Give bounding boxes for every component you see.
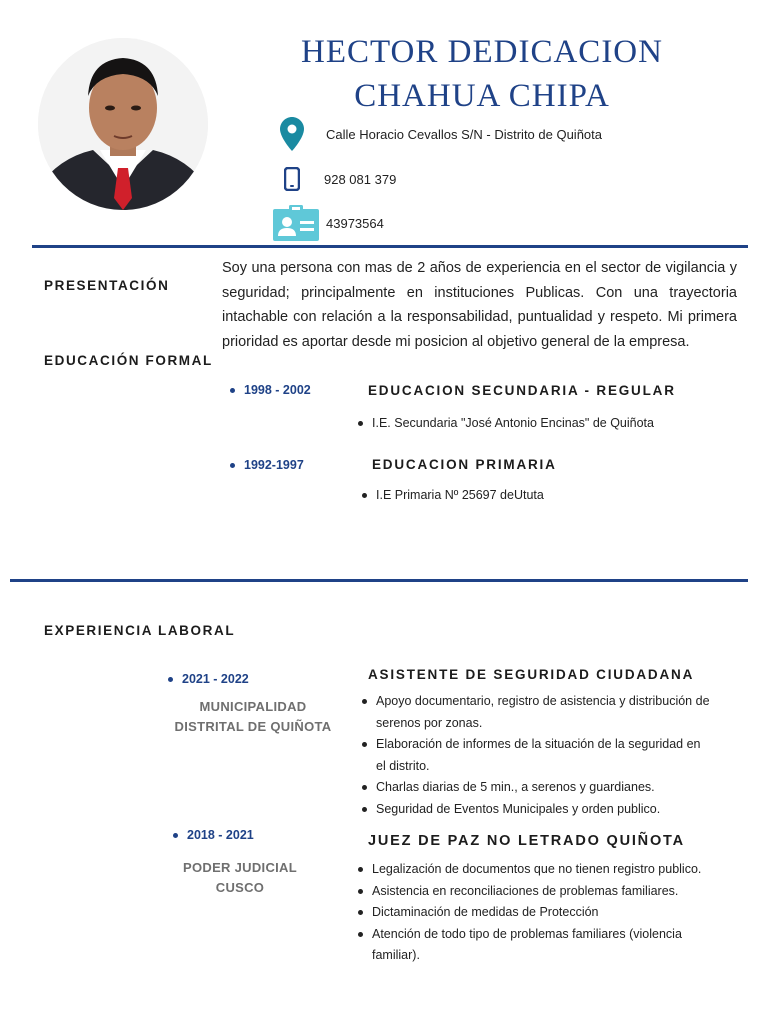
job-title-2: JUEZ DE PAZ NO LETRADO QUIÑOTA <box>368 833 685 849</box>
education-year-primary-text: 1992-1997 <box>244 458 304 472</box>
employer-2 <box>145 858 335 897</box>
list-item: Legalización de documentos que no tienen registro publico. <box>356 859 712 881</box>
education-year-secondary-text: 1998 - 2002 <box>244 383 311 397</box>
contact-id-number: 43973564 <box>326 215 384 231</box>
contact-phone-row <box>274 164 396 194</box>
list-item: Seguridad de Eventos Municipales y orden publico. <box>360 799 710 821</box>
header-divider <box>32 245 748 248</box>
contact-address-row <box>274 116 602 152</box>
mobile-phone-icon <box>274 164 310 194</box>
list-item: Atención de todo tipo de problemas familiares (violencia familiar). <box>356 924 712 967</box>
employer-1 <box>158 697 348 736</box>
bullet-dot <box>173 833 178 838</box>
presentation-text: Soy una persona con mas de 2 años de experiencia en el sector de vigilancia y seguridad; principalmente en instituciones Publicas. Con una trayectoria intachable con relación a la responsabilidad, puntualidad y respeto. Mi primera prioridad es aportar desde mi posicion al objetivo general de la empresa. <box>222 260 737 350</box>
employer-2-line1: PODER JUDICIAL <box>183 860 297 875</box>
job-duties-2 <box>356 859 712 967</box>
candidate-name <box>262 30 702 118</box>
list-item: I.E. Secundaria "José Antonio Encinas" de Quiñota <box>356 413 654 435</box>
bullet-dot <box>168 677 173 682</box>
list-item: I.E Primaria Nº 25697 deUtuta <box>360 485 544 507</box>
job-duties-1 <box>360 691 710 820</box>
experience-year-2 <box>173 828 254 842</box>
contact-phone: 928 081 379 <box>324 171 397 187</box>
experience-year-2-text: 2018 - 2021 <box>187 828 254 842</box>
profile-photo <box>38 38 208 210</box>
section-divider <box>10 579 748 582</box>
list-item: Dictaminación de medidas de Protección <box>356 902 712 924</box>
education-school-list-primary <box>360 485 544 507</box>
education-school-list-secondary <box>356 413 654 435</box>
experience-year-1 <box>168 672 249 686</box>
profile-photo-illustration <box>38 38 208 210</box>
list-item: Apoyo documentario, registro de asistencia y distribución de serenos por zonas. <box>360 691 710 734</box>
employer-2-line2: CUSCO <box>215 879 265 895</box>
experience-year-1-text: 2021 - 2022 <box>182 672 249 686</box>
education-section-title: EDUCACIÓN FORMAL <box>44 353 213 368</box>
experience-section-title: EXPERIENCIA LABORAL <box>44 623 236 638</box>
id-card-icon <box>273 204 319 242</box>
education-year-secondary <box>230 383 311 397</box>
employer-1-line2: DISTRITAL DE QUIÑOTA <box>174 718 332 734</box>
contact-address: Calle Horacio Cevallos S/N - Distrito de Quiñota <box>326 126 602 142</box>
candidate-name-line1: HECTOR DEDICACION <box>301 34 663 70</box>
map-pin-icon <box>274 116 310 152</box>
bullet-dot <box>230 463 235 468</box>
list-item: Charlas diarias de 5 min., a serenos y guardianes. <box>360 777 710 799</box>
bullet-dot <box>230 388 235 393</box>
education-degree-primary: EDUCACION PRIMARIA <box>372 457 557 472</box>
contact-id-row <box>274 204 384 242</box>
candidate-name-line2: CHAHUA CHIPA <box>354 78 610 114</box>
presentation-section-title: PRESENTACIÓN <box>44 278 170 293</box>
employer-1-line1: MUNICIPALIDAD <box>199 699 307 714</box>
list-item: Asistencia en reconciliaciones de problemas familiares. <box>356 881 712 903</box>
education-degree-secondary: EDUCACION SECUNDARIA - REGULAR <box>368 383 676 398</box>
list-item: Elaboración de informes de la situación de la seguridad en el distrito. <box>360 734 710 777</box>
job-title-1: ASISTENTE DE SEGURIDAD CIUDADANA <box>368 667 695 682</box>
education-year-primary <box>230 458 304 472</box>
